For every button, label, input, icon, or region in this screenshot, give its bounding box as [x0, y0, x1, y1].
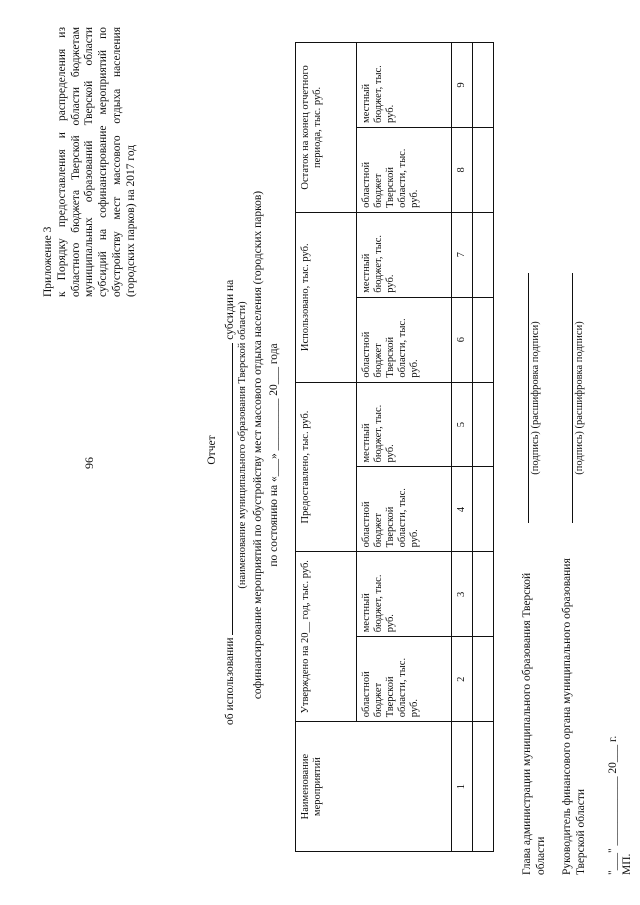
- column-number: 6: [452, 297, 473, 382]
- report-line-1-prefix: об использовании: [224, 637, 236, 725]
- subheader-cell: областной бюджет Тверской области, тыс. руб.: [357, 637, 452, 722]
- empty-cell: [473, 637, 494, 722]
- signature-line-1: (подпись) (расшифровка подписи): [528, 273, 541, 523]
- table-column-numbers-row: [452, 43, 473, 852]
- date-line: "___" ____________ 20___ г.: [607, 735, 619, 875]
- report-title: Отчет: [206, 435, 218, 465]
- column-number: 2: [452, 637, 473, 722]
- header-group-used: Использовано, тыс. руб.: [296, 212, 357, 382]
- appendix-text: к Порядку предоставления и распределения из областного бюджета Тверской области бюджетам муниципальных образований Тверской области субсидий на софинансирование мероприятий по обустройству мест массового отдыха населения (городских парков) на 2017 год: [55, 27, 137, 297]
- date-and-seal: [606, 555, 634, 875]
- subheader-cell: местный бюджет, тыс. руб.: [357, 552, 452, 637]
- empty-cell: [473, 297, 494, 382]
- signature-line-2: (подпись) (расшифровка подписи): [572, 273, 585, 523]
- column-number: 7: [452, 212, 473, 297]
- appendix-block: [42, 27, 139, 297]
- subheader-cell: местный бюджет, тыс. руб.: [357, 43, 452, 128]
- empty-cell: [473, 127, 494, 212]
- table-empty-row: [473, 43, 494, 852]
- empty-cell: [473, 43, 494, 128]
- table-header-row: [296, 43, 357, 852]
- column-number: 8: [452, 127, 473, 212]
- header-name-cell: Наименование мероприятий: [296, 722, 452, 852]
- report-date-line: по состоянию на «___» _________ 20___ года: [268, 343, 280, 567]
- empty-cell: [473, 552, 494, 637]
- appendix-title: Приложение 3: [42, 226, 54, 297]
- column-number: 9: [452, 43, 473, 128]
- column-number: 3: [452, 552, 473, 637]
- column-number: 4: [452, 467, 473, 552]
- empty-cell: [473, 212, 494, 297]
- empty-cell: [473, 467, 494, 552]
- subheader-cell: местный бюджет, тыс. руб.: [357, 382, 452, 467]
- header-group-approved: Утверждено на 20__ год, тыс. руб.: [296, 552, 357, 722]
- column-number: 1: [452, 722, 473, 852]
- signature-head-label: Глава администрации муниципального образования Тверской области: [521, 572, 547, 875]
- report-table: [295, 42, 494, 852]
- subheader-cell: областной бюджет Тверской области, тыс. руб.: [357, 127, 452, 212]
- municipality-blank: [222, 343, 233, 635]
- report-line-3: софинансирование мероприятий по обустройству мест массового отдыха населения (городских парков): [252, 190, 264, 700]
- empty-cell: [473, 722, 494, 852]
- report-line-2-caption: (наименование муниципального образования Тверской области): [237, 301, 248, 589]
- column-number: 5: [452, 382, 473, 467]
- subheader-cell: областной бюджет Тверской области, тыс. руб.: [357, 467, 452, 552]
- signature-finance-label: Руководитель финансового органа муниципального образования Тверской области: [561, 558, 587, 875]
- subheader-cell: местный бюджет, тыс. руб.: [357, 212, 452, 297]
- report-line-1: [222, 185, 236, 725]
- report-line-1-suffix: субсидии на: [224, 279, 236, 340]
- page-number: 96: [82, 457, 96, 469]
- seal-label: МП.: [621, 853, 633, 875]
- header-group-remainder: Остаток на конец отчетного периода, тыс. руб.: [296, 43, 357, 213]
- empty-cell: [473, 382, 494, 467]
- header-group-provided: Предоставлено, тыс. руб.: [296, 382, 357, 552]
- subheader-cell: областной бюджет Тверской области, тыс. руб.: [357, 297, 452, 382]
